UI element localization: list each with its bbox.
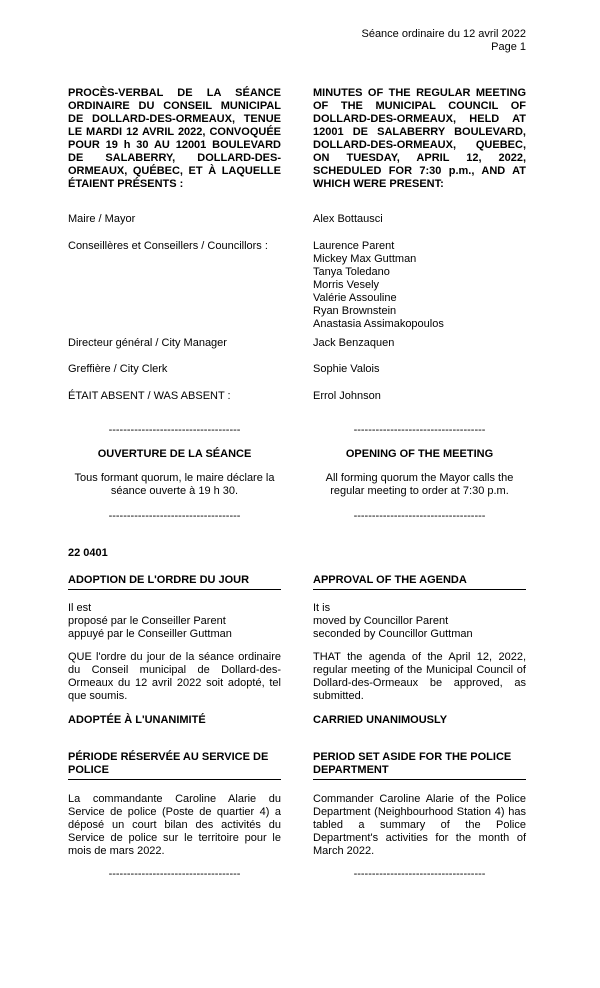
attendance-name: Morris Vesely <box>313 279 380 291</box>
attendance-name: Alex Bottausci <box>313 213 383 225</box>
attendance-row-councillors <box>68 240 526 331</box>
agenda-heading-row <box>68 574 526 590</box>
moved-line: seconded by Councillor Guttman <box>313 628 473 640</box>
moved-seconded-row <box>68 602 526 641</box>
opening-body-fr: Tous formant quorum, le maire déclare la séance ouverte à 19 h 30. <box>74 472 275 497</box>
resolution-body-en: THAT the agenda of the April 12, 2022, regular meeting of the Municipal Council of Dollard-des-Ormeaux be approved, as submitted. <box>313 651 526 702</box>
moved-line: appuyé par le Conseiller Guttman <box>68 628 232 640</box>
page-header-session: Séance ordinaire du 12 avril 2022 <box>361 28 526 40</box>
separator-row <box>68 510 526 523</box>
dashed-separator: ------------------------------------ <box>108 424 241 436</box>
attendance-name: Errol Johnson <box>313 390 381 402</box>
moved-line: moved by Councillor Parent <box>313 615 449 627</box>
police-heading-row <box>68 751 526 780</box>
opening-body-en: All forming quorum the Mayor calls the regular meeting to order at 7:30 p.m. <box>325 472 514 497</box>
dashed-separator: ------------------------------------ <box>353 510 486 522</box>
police-heading-fr: PÉRIODE RÉSERVÉE AU SERVICE DE POLICE <box>68 751 281 780</box>
opening-title-row <box>68 448 526 461</box>
attendance-row-city-manager <box>68 337 526 350</box>
intro-section <box>68 87 526 191</box>
opening-body-row <box>68 472 526 498</box>
attendance-row-absent <box>68 390 526 403</box>
resolution-result-en: CARRIED UNANIMOUSLY <box>313 714 448 726</box>
dashed-separator: ------------------------------------ <box>108 510 241 522</box>
attendance-name: Mickey Max Guttman <box>313 253 417 265</box>
attendance-role: Maire / Mayor <box>68 213 136 225</box>
attendance-name: Laurence Parent <box>313 240 395 252</box>
police-heading-en: PERIOD SET ASIDE FOR THE POLICE DEPARTMENT <box>313 751 526 780</box>
attendance-name: Anastasia Assimakopoulos <box>313 318 444 330</box>
attendance-row-city-clerk <box>68 363 526 376</box>
dashed-separator: ------------------------------------ <box>108 868 241 880</box>
attendance-role: Conseillères et Conseillers / Councillors : <box>68 240 268 252</box>
page-header-page-number: Page 1 <box>491 41 526 53</box>
intro-paragraph-fr: PROCÈS-VERBAL DE LA SÉANCE ORDINAIRE DU CONSEIL MUNICIPAL DE DOLLARD-DES-ORMEAUX, TENUE LE MARDI 12 AVRIL 2022, CONVOQUÉE POUR 19 h 30 AU 12001 BOULEVARD DE SALABERRY, DOLLARD-DES-ORMEAUX, QUÉBEC, ET À LAQUELLE ÉTAIENT PRÉSENTS : <box>68 87 281 190</box>
moved-block-fr <box>68 602 281 641</box>
page-header <box>68 28 526 54</box>
moved-block-en <box>313 602 526 641</box>
attendance-name: Sophie Valois <box>313 363 380 375</box>
resolution-number: 22 0401 <box>68 547 108 559</box>
resolution-result-row <box>68 714 526 727</box>
opening-title-en: OPENING OF THE MEETING <box>345 448 494 460</box>
opening-title-fr: OUVERTURE DE LA SÉANCE <box>97 448 252 460</box>
agenda-heading-en: APPROVAL OF THE AGENDA <box>313 574 526 590</box>
police-body-row <box>68 793 526 858</box>
attendance-name: Valérie Assouline <box>313 292 397 304</box>
attendance-name-list <box>313 240 526 331</box>
attendance-role: Greffière / City Clerk <box>68 363 168 375</box>
agenda-heading-fr: ADOPTION DE L'ORDRE DU JOUR <box>68 574 281 590</box>
moved-line: Il est <box>68 602 92 614</box>
moved-line: It is <box>313 602 331 614</box>
attendance-name: Tanya Toledano <box>313 266 390 278</box>
separator-row <box>68 424 526 437</box>
attendance-row-mayor <box>68 213 526 226</box>
attendance-name: Ryan Brownstein <box>313 305 397 317</box>
dashed-separator: ------------------------------------ <box>353 424 486 436</box>
dashed-separator: ------------------------------------ <box>353 868 486 880</box>
resolution-body-row <box>68 651 526 703</box>
attendance-role: Directeur général / City Manager <box>68 337 227 349</box>
attendance-name: Jack Benzaquen <box>313 337 395 349</box>
resolution-result-fr: ADOPTÉE À L'UNANIMITÉ <box>68 714 206 726</box>
attendance-role: ÉTAIT ABSENT / WAS ABSENT : <box>68 390 231 402</box>
intro-paragraph-en: MINUTES OF THE REGULAR MEETING OF THE MUNICIPAL COUNCIL OF DOLLARD-DES-ORMEAUX, HELD AT 12001 DE SALABERRY BOULEVARD, DOLLARD-DES-ORMEAUX, QUEBEC, ON TUESDAY, APRIL 12, 2022, SCHEDULED FOR 7:30 p.m., AND AT WHICH WERE PRESENT: <box>313 87 526 190</box>
resolution-body-fr: QUE l'ordre du jour de la séance ordinaire du Conseil municipal de Dollard-des-Ormeaux du 12 avril 2022 soit adopté, tel que soumis. <box>68 651 281 702</box>
moved-line: proposé par le Conseiller Parent <box>68 615 226 627</box>
police-body-fr: La commandante Caroline Alarie du Service de police (Poste de quartier 4) a déposé un court bilan des activités du Service de police sur le territoire pour le mois de mars 2022. <box>68 793 281 857</box>
police-body-en: Commander Caroline Alarie of the Police Department (Neighbourhood Station 4) has tabled a summary of the Police Department's activities for the month of March 2022. <box>313 793 526 857</box>
separator-row <box>68 868 526 881</box>
